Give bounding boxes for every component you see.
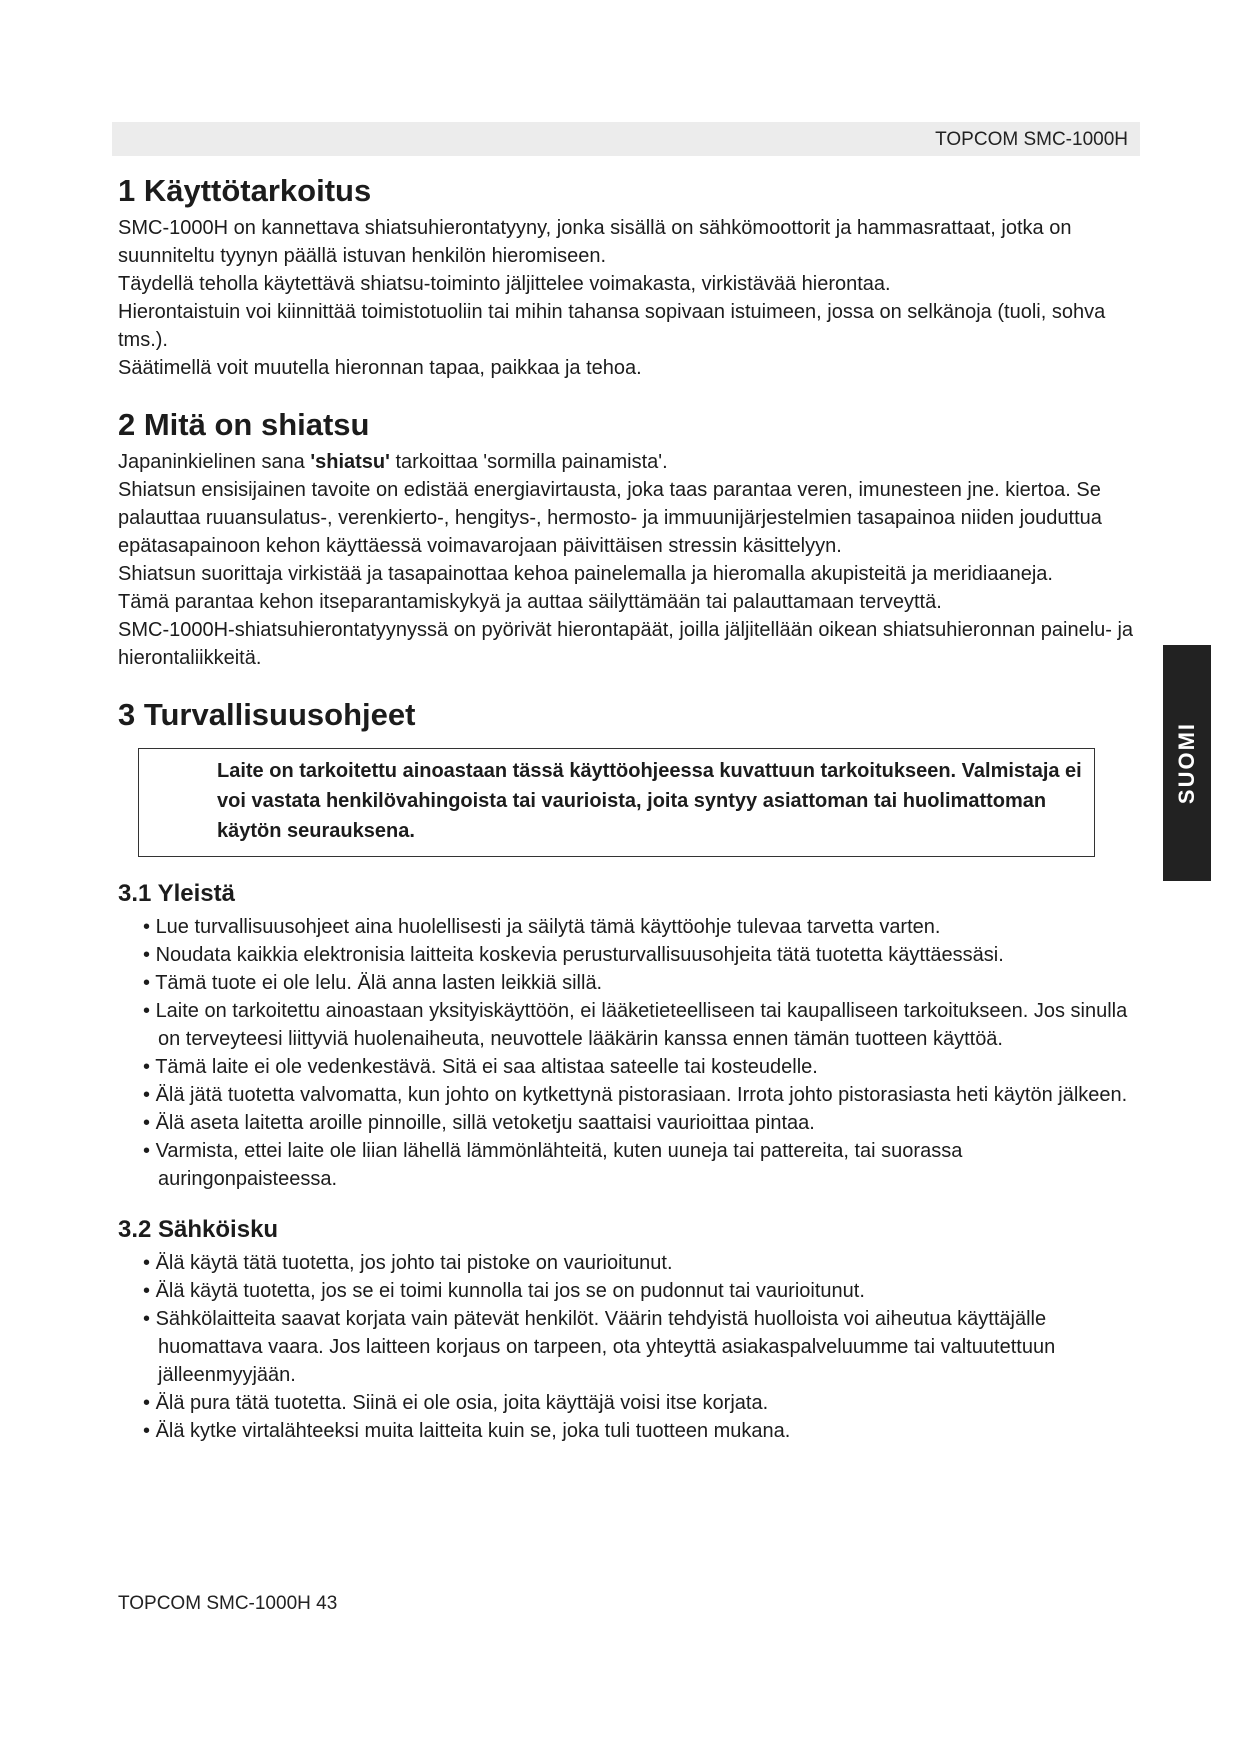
page-content	[118, 172, 1138, 1467]
language-tab-label: SUOMI	[1174, 721, 1199, 805]
text: tarkoittaa 'sormilla painamista'.	[389, 450, 668, 473]
header-text: TOPCOM SMC-1000H	[935, 129, 1128, 150]
subsection-sahkoisku	[118, 1215, 1138, 1445]
section-title: 1 Käyttötarkoitus	[118, 173, 372, 208]
paragraph: Shiatsun ensisijainen tavoite on edistää energiavirtausta, joka taas parantaa veren, imunesteen jne. kiertoa. Se palauttaa ruuansulatus-, verenkierto-, hengitys-, hermosto- ja immuunijärjestelmien tasapainoa niiden jouduttua epätasapainoon kehon käyttäessä voimavarojaan päivittäisen stressin käsittelyyn.	[118, 478, 1102, 557]
text: Japaninkielinen sana	[118, 450, 311, 473]
paragraph: Shiatsun suorittaja virkistää ja tasapainottaa kehoa painelemalla ja hieromalla akupisteitä ja meridiaaneja.	[118, 562, 1053, 585]
section-kayttotarkoitus	[118, 172, 1138, 382]
paragraph: Tämä parantaa kehon itseparantamiskykyä ja auttaa säilyttämään tai palauttamaan terveyttä.	[118, 590, 942, 613]
page-footer: TOPCOM SMC-1000H 43	[118, 1593, 338, 1614]
bold-term: 'shiatsu'	[310, 450, 390, 473]
list-item: • Lue turvallisuusohjeet aina huolellisesti ja säilytä tämä käyttöohje tulevaa tarvetta varten.	[118, 913, 1138, 941]
page-header	[112, 122, 1140, 156]
paragraph: SMC-1000H on kannettava shiatsuhierontatyyny, jonka sisällä on sähkömoottorit ja hammasrattaat, jotka on suunniteltu tyynyn päällä istuvan henkilön hieromiseen.	[118, 216, 1072, 267]
paragraph	[118, 448, 1138, 476]
section-shiatsu	[118, 406, 1138, 672]
list-item: • Noudata kaikkia elektronisia laitteita koskevia perusturvallisuusohjeita tätä tuotetta käyttäessäsi.	[118, 941, 1138, 969]
language-tab	[1163, 645, 1211, 881]
list-item: • Laite on tarkoitettu ainoastaan yksityiskäyttöön, ei lääketieteelliseen tai kaupalliseen tarkoitukseen. Jos sinulla on terveyteesi liittyviä huolenaiheuta, neuvottele lääkärin kanssa ennen tämän tuotteen käyttöä.	[118, 997, 1138, 1053]
subsection-title: 3.1 Yleistä	[118, 880, 235, 908]
bullet-list	[118, 1249, 1138, 1445]
list-item: • Sähkölaitteita saavat korjata vain pätevät henkilöt. Väärin tehdyistä huolloista voi aiheutua käyttäjälle huomattava vaara. Jos laitteen korjaus on tarpeen, ota yhteyttä asiakaspalveluumme tai valtuutettuun jälleenmyyjään.	[118, 1305, 1138, 1389]
section-title: 3 Turvallisuusohjeet	[118, 696, 416, 732]
list-item: • Älä käytä tuotetta, jos se ei toimi kunnolla tai jos se on pudonnut tai vaurioitunut.	[118, 1277, 1138, 1305]
list-item: • Tämä laite ei ole vedenkestävä. Sitä ei saa altistaa sateelle tai kosteudelle.	[118, 1053, 1138, 1081]
paragraph: SMC-1000H-shiatsuhierontatyynyssä on pyörivät hierontapäät, joilla jäljitellään oikean shiatsuhieronnan painelu- ja hierontaliikkeitä.	[118, 618, 1134, 669]
warning-text: Laite on tarkoitettu ainoastaan tässä käyttöohjeessa kuvattuun tarkoitukseen. Valmistaja ei voi vastata henkilövahingoista tai vaurioista, joita syntyy asiattoman tai huolimattoman käytön seurauksena.	[217, 760, 1082, 843]
list-item: • Älä aseta laitetta aroille pinnoille, sillä vetoketju saattaisi vaurioittaa pintaa.	[118, 1109, 1138, 1137]
list-item: • Älä pura tätä tuotetta. Siinä ei ole osia, joita käyttäjä voisi itse korjata.	[118, 1389, 1138, 1417]
list-item: • Älä jätä tuotetta valvomatta, kun johto on kytkettynä pistorasiaan. Irrota johto pistorasiasta heti käytön jälkeen.	[118, 1081, 1138, 1109]
list-item: • Tämä tuote ei ole lelu. Älä anna lasten leikkiä sillä.	[118, 969, 1138, 997]
bullet-list	[118, 913, 1138, 1193]
subsection-yleista	[118, 879, 1138, 1193]
paragraph: Täydellä teholla käytettävä shiatsu-toiminto jäljittelee voimakasta, virkistävää hierontaa.	[118, 272, 891, 295]
list-item: • Älä käytä tätä tuotetta, jos johto tai pistoke on vaurioitunut.	[118, 1249, 1138, 1277]
subsection-title: 3.2 Sähköisku	[118, 1216, 279, 1244]
warning-box	[138, 748, 1095, 857]
list-item: • Varmista, ettei laite ole liian lähellä lämmönlähteitä, kuten uuneja tai pattereita, tai suorassa auringonpaisteessa.	[118, 1137, 1138, 1193]
list-item: • Älä kytke virtalähteeksi muita laitteita kuin se, joka tuli tuotteen mukana.	[118, 1417, 1138, 1445]
paragraph: Säätimellä voit muutella hieronnan tapaa, paikkaa ja tehoa.	[118, 356, 642, 379]
paragraph: Hierontaistuin voi kiinnittää toimistotuoliin tai mihin tahansa sopivaan istuimeen, jossa on selkänoja (tuoli, sohva tms.).	[118, 300, 1106, 351]
section-turvallisuusohjeet	[118, 696, 1138, 1446]
section-title: 2 Mitä on shiatsu	[118, 406, 370, 442]
